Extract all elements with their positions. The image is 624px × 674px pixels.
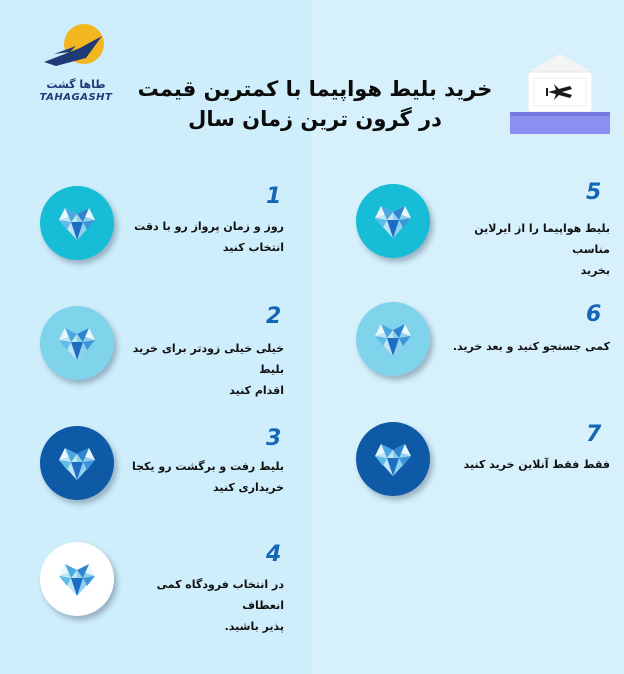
step-5-line-1: بلیط هواپیما را از ایرلاین مناسب (474, 222, 610, 256)
step-7-text (438, 454, 610, 475)
step-7-number: 7 (586, 422, 602, 447)
step-5-line-2: بخرید (580, 264, 610, 277)
step-5-text (438, 218, 610, 281)
gem-heart-icon (373, 320, 413, 358)
gem-heart-icon (373, 440, 413, 478)
step-1-text (120, 216, 284, 258)
step-5-circle (356, 184, 430, 258)
gem-heart-icon (373, 202, 413, 240)
step-7 (356, 422, 624, 512)
step-1-number: 1 (266, 184, 282, 209)
step-4-text (120, 574, 284, 637)
step-6-text (438, 336, 610, 357)
step-2-number: 2 (266, 304, 282, 329)
gem-heart-icon (57, 444, 97, 482)
step-1-circle (40, 186, 114, 260)
gem-heart-icon (57, 324, 97, 362)
gem-heart-icon (57, 204, 97, 242)
step-2-line-2: اقدام کنید (229, 384, 284, 397)
step-1-line-1: روز و زمان پرواز رو با دقت (134, 220, 284, 233)
step-1-line-2: انتخاب کنید (222, 241, 284, 254)
step-3-line-2: خریداری کنید (212, 481, 284, 494)
step-6 (356, 302, 624, 392)
step-2-circle (40, 306, 114, 380)
step-3-line-1: بلیط رفت و برگشت رو یکجا (131, 460, 284, 473)
step-4-circle (40, 542, 114, 616)
brand-name-fa: طاها گشت (46, 78, 106, 91)
step-4-line-2: پذیر باشید. (224, 620, 284, 633)
step-7-line-1: فقط فقط آنلاین خرید کنید (463, 458, 610, 471)
logo-mark-icon (40, 22, 112, 78)
step-3 (40, 426, 330, 516)
step-5-number: 5 (586, 180, 602, 205)
step-3-number: 3 (266, 426, 282, 451)
step-1 (40, 184, 330, 274)
step-6-circle (356, 302, 430, 376)
brand-logo (36, 22, 116, 106)
title-line-1: خرید بلیط هواپیما با کمترین قیمت (137, 77, 493, 101)
title-line-2: در گرون ترین زمان سال (188, 107, 442, 131)
gem-heart-icon (57, 560, 97, 598)
step-2-line-1: خیلی خیلی زودتر برای خرید بلیط (132, 342, 284, 376)
step-4-number: 4 (266, 542, 282, 567)
brand-name-en: TAHAGASHT (39, 92, 113, 103)
step-5 (356, 180, 624, 277)
step-3-text (120, 456, 284, 498)
step-2-text (120, 338, 284, 401)
step-3-circle (40, 426, 114, 500)
step-4-line-1: در انتخاب فرودگاه کمی انعطاف (156, 578, 284, 612)
step-6-line-1: کمی جستجو کنید و بعد خرید. (452, 340, 610, 353)
airplane-ticket-icon (510, 50, 610, 140)
step-2 (40, 304, 330, 397)
step-4 (40, 542, 330, 632)
step-7-circle (356, 422, 430, 496)
page-title (130, 74, 500, 134)
step-6-number: 6 (586, 302, 602, 327)
